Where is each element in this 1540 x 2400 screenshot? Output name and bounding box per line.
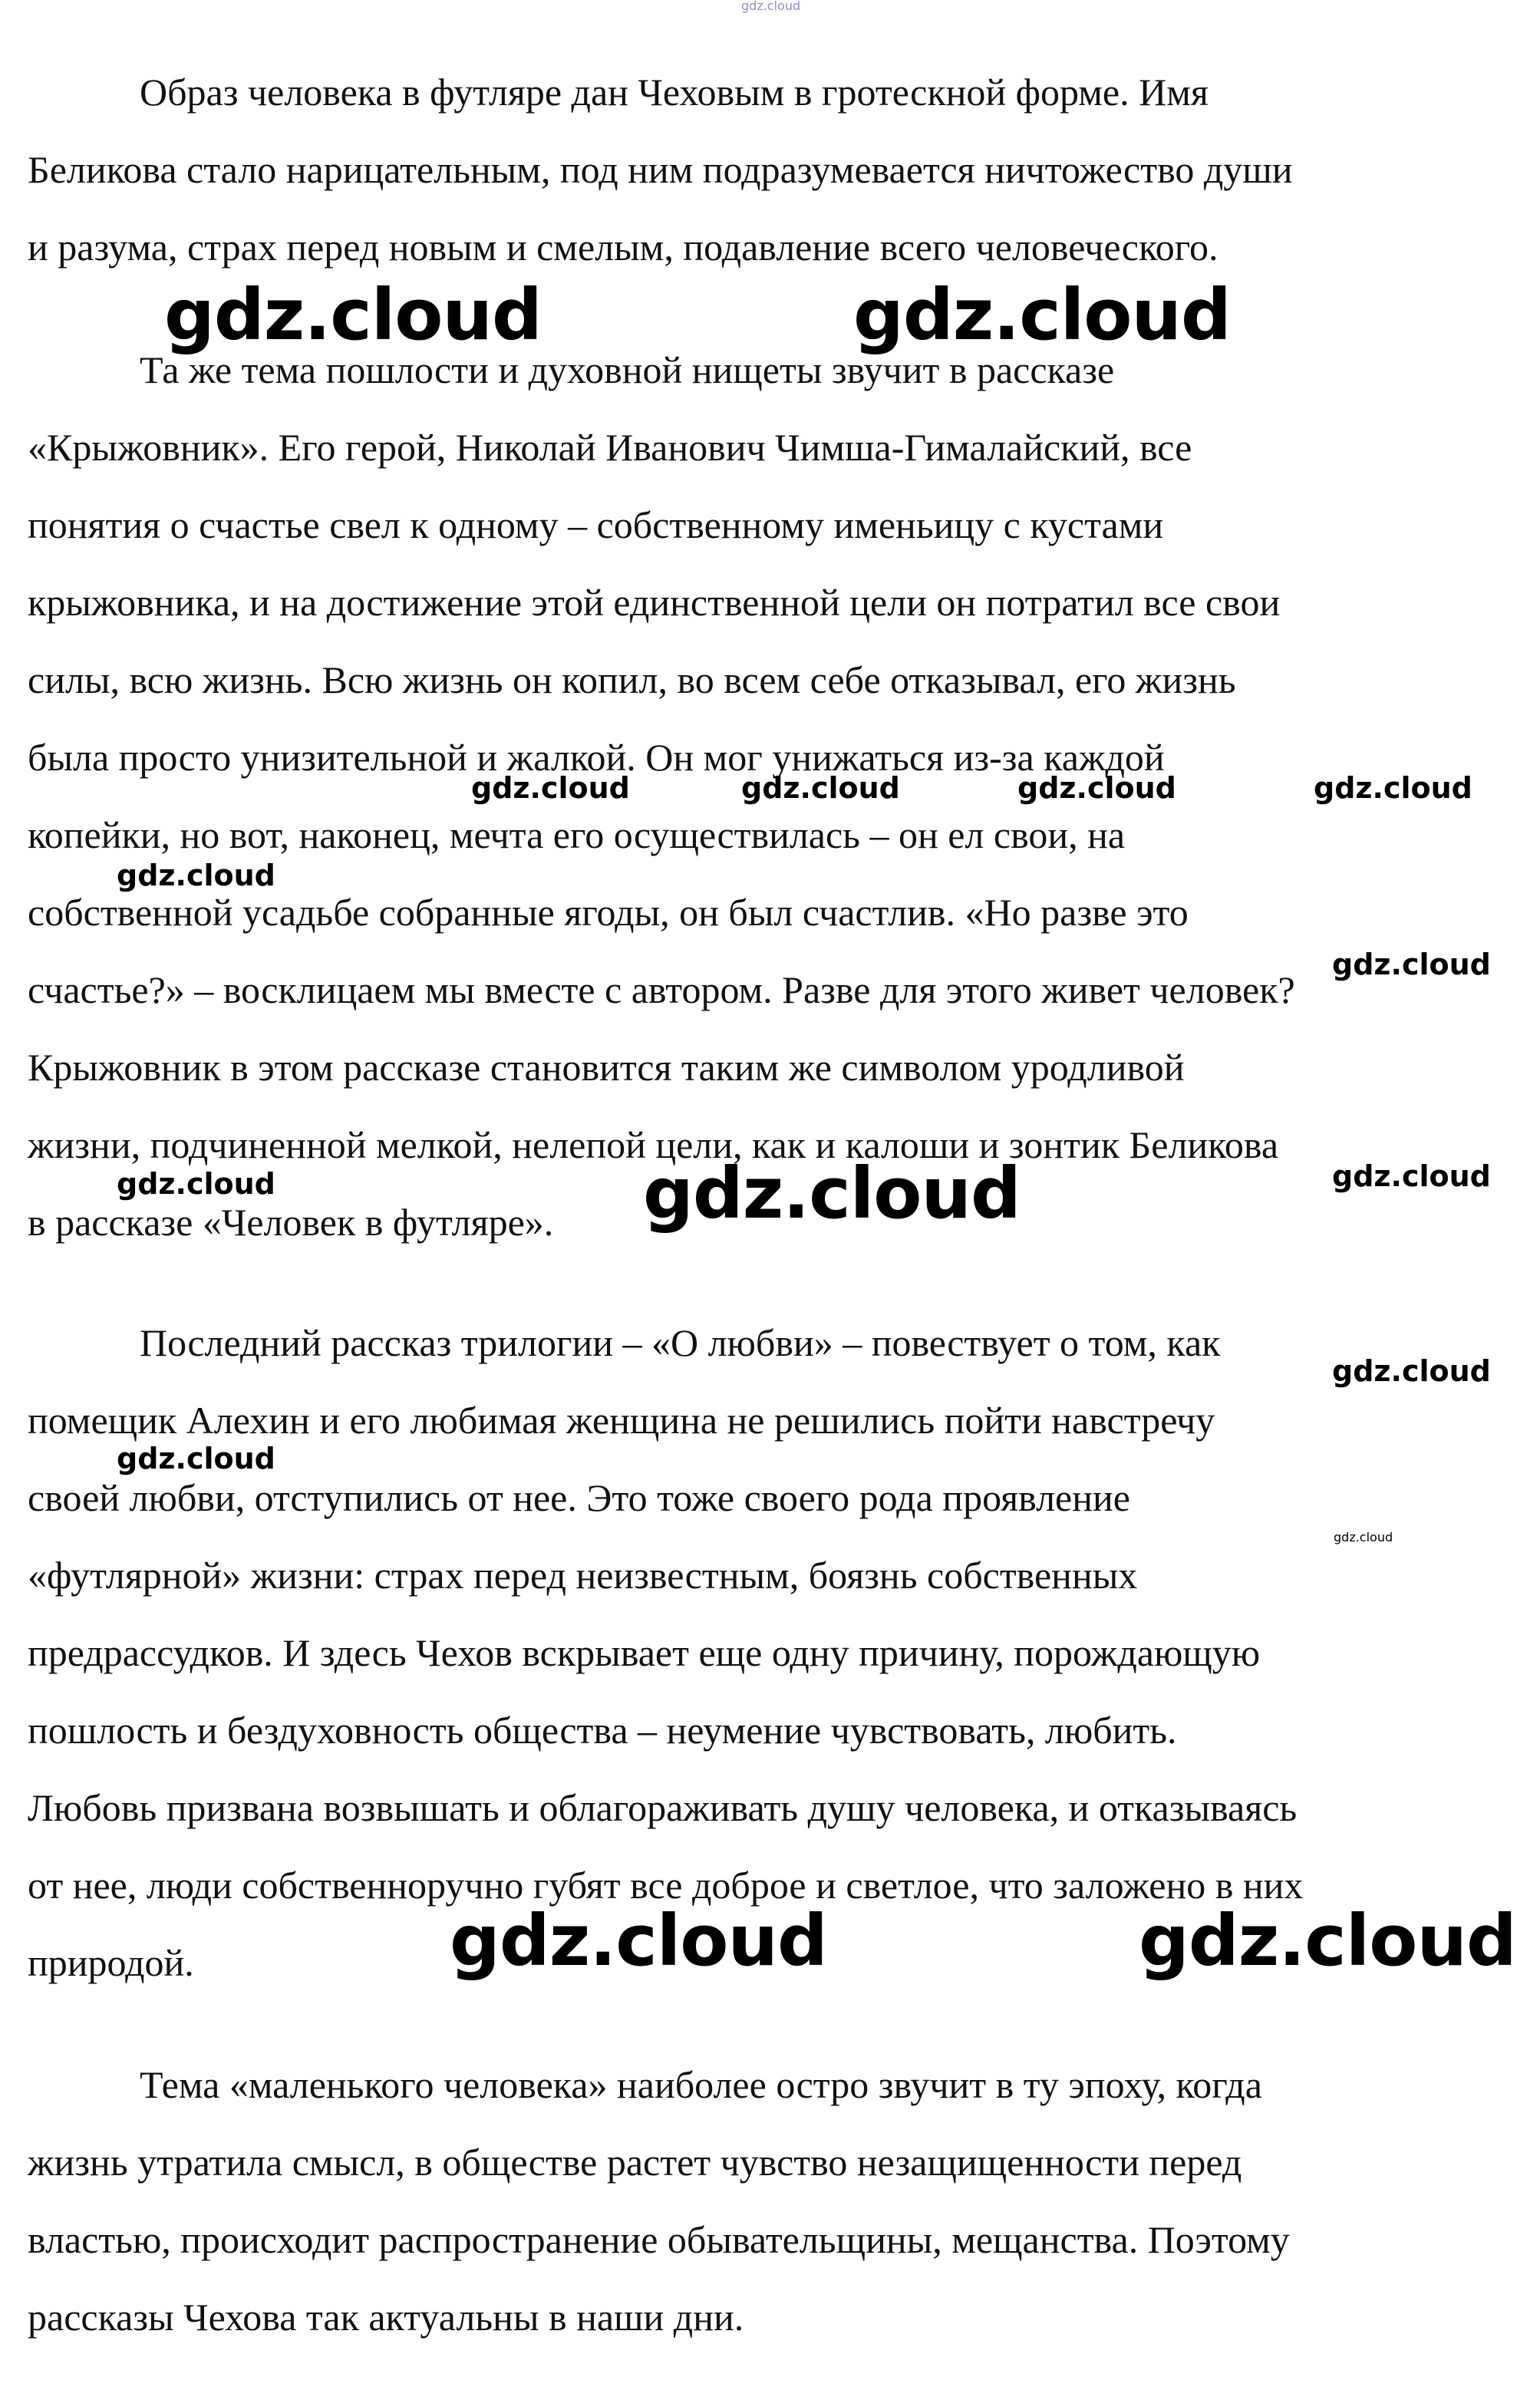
paragraph-line: понятия о счастье свел к одному – собственному именьицу с кустами	[28, 503, 1164, 546]
watermark: gdz.cloud	[1332, 948, 1491, 981]
paragraph-line: в рассказе «Человек в футляре».	[28, 1201, 554, 1244]
watermark: gdz.cloud	[1017, 771, 1176, 805]
watermark: gdz.cloud	[164, 274, 542, 356]
paragraph-line: предрассудков. И здесь Чехов вскрывает еще одну причину, порождающую	[28, 1631, 1261, 1674]
paragraph-line: властью, происходит распространение обывательщины, мещанства. Поэтому	[28, 2218, 1290, 2261]
watermark: gdz.cloud	[1139, 1900, 1516, 1982]
watermark: gdz.cloud	[117, 1167, 275, 1201]
paragraph-line: собственной усадьбе собранные ягоды, он был счастлив. «Но разве это	[28, 891, 1189, 934]
watermark: gdz.cloud	[1332, 1159, 1491, 1193]
watermark: gdz.cloud	[450, 1900, 827, 1982]
watermark: gdz.cloud	[117, 1442, 275, 1475]
paragraph-line: счастье?» – восклицаем мы вместе с автором. Разве для этого живет человек?	[28, 968, 1295, 1011]
paragraph-line: Образ человека в футляре дан Чеховым в гротескной форме. Имя	[140, 71, 1209, 114]
paragraph-line: помещик Алехин и его любимая женщина не решились пойти навстречу	[28, 1399, 1215, 1442]
paragraph-line: Беликова стало нарицательным, под ним подразумевается ничтожество души	[28, 148, 1293, 191]
paragraph-1	[28, 54, 1524, 286]
paragraph-line: силы, всю жизнь. Всю жизнь он копил, во всем себе отказывал, его жизнь	[28, 658, 1236, 701]
paragraph-line: жизнь утратила смысл, в обществе растет чувство незащищенности перед	[28, 2141, 1242, 2184]
watermark: gdz.cloud	[1332, 1354, 1491, 1388]
watermark: gdz.cloud	[1334, 1530, 1393, 1545]
watermark: gdz.cloud	[471, 771, 630, 805]
watermark: gdz.cloud	[853, 274, 1231, 356]
paragraph-line: «футлярной» жизни: страх перед неизвестным, боязнь собственных	[28, 1554, 1138, 1597]
paragraph-line: от нее, люди собственноручно губят все доброе и светлое, что заложено в них	[28, 1864, 1304, 1907]
paragraph-line: пошлость и бездуховность общества – неумение чувствовать, любить.	[28, 1709, 1177, 1752]
watermark: gdz.cloud	[1314, 771, 1472, 805]
watermark: gdz.cloud	[741, 0, 801, 13]
paragraph-line: крыжовника, и на достижение этой единственной цели он потратил все свои	[28, 581, 1281, 624]
watermark: gdz.cloud	[741, 771, 900, 805]
paragraph-line: Последний рассказ трилогии – «О любви» – повествует о том, как	[140, 1321, 1221, 1364]
paragraph-line: «Крыжовник». Его герой, Николай Иванович Чимша-Гималайский, все	[28, 426, 1192, 469]
watermark: gdz.cloud	[643, 1152, 1021, 1235]
paragraph-line: Тема «маленького человека» наиболее остро звучит в ту эпоху, когда	[140, 2063, 1262, 2106]
paragraph-line: Крыжовник в этом рассказе становится таким же символом уродливой	[28, 1046, 1185, 1089]
paragraph-line: копейки, но вот, наконец, мечта его осуществилась – он ел свои, на	[28, 813, 1126, 856]
paragraph-3	[28, 1304, 1524, 2002]
paragraph-line: природой.	[28, 1941, 194, 1984]
paragraph-line: своей любви, отступились от нее. Это тоже своего рода проявление	[28, 1476, 1130, 1519]
paragraph-4	[28, 2046, 1524, 2356]
paragraph-line: Любовь призвана возвышать и облагораживать душу человека, и отказываясь	[28, 1786, 1298, 1829]
paragraph-line: жизни, подчиненной мелкой, нелепой цели, как и калоши и зонтик Беликова	[28, 1123, 1279, 1166]
paragraph-line: была просто унизительной и жалкой. Он мог унижаться из-за каждой	[28, 736, 1165, 779]
paragraph-line: рассказы Чехова так актуальны в наши дни.	[28, 2296, 744, 2339]
paragraph-line: и разума, страх перед новым и смелым, подавление всего человеческого.	[28, 226, 1218, 269]
watermark: gdz.cloud	[117, 859, 275, 892]
paragraph-line: Та же тема пошлости и духовной нищеты звучит в рассказе	[140, 348, 1115, 391]
